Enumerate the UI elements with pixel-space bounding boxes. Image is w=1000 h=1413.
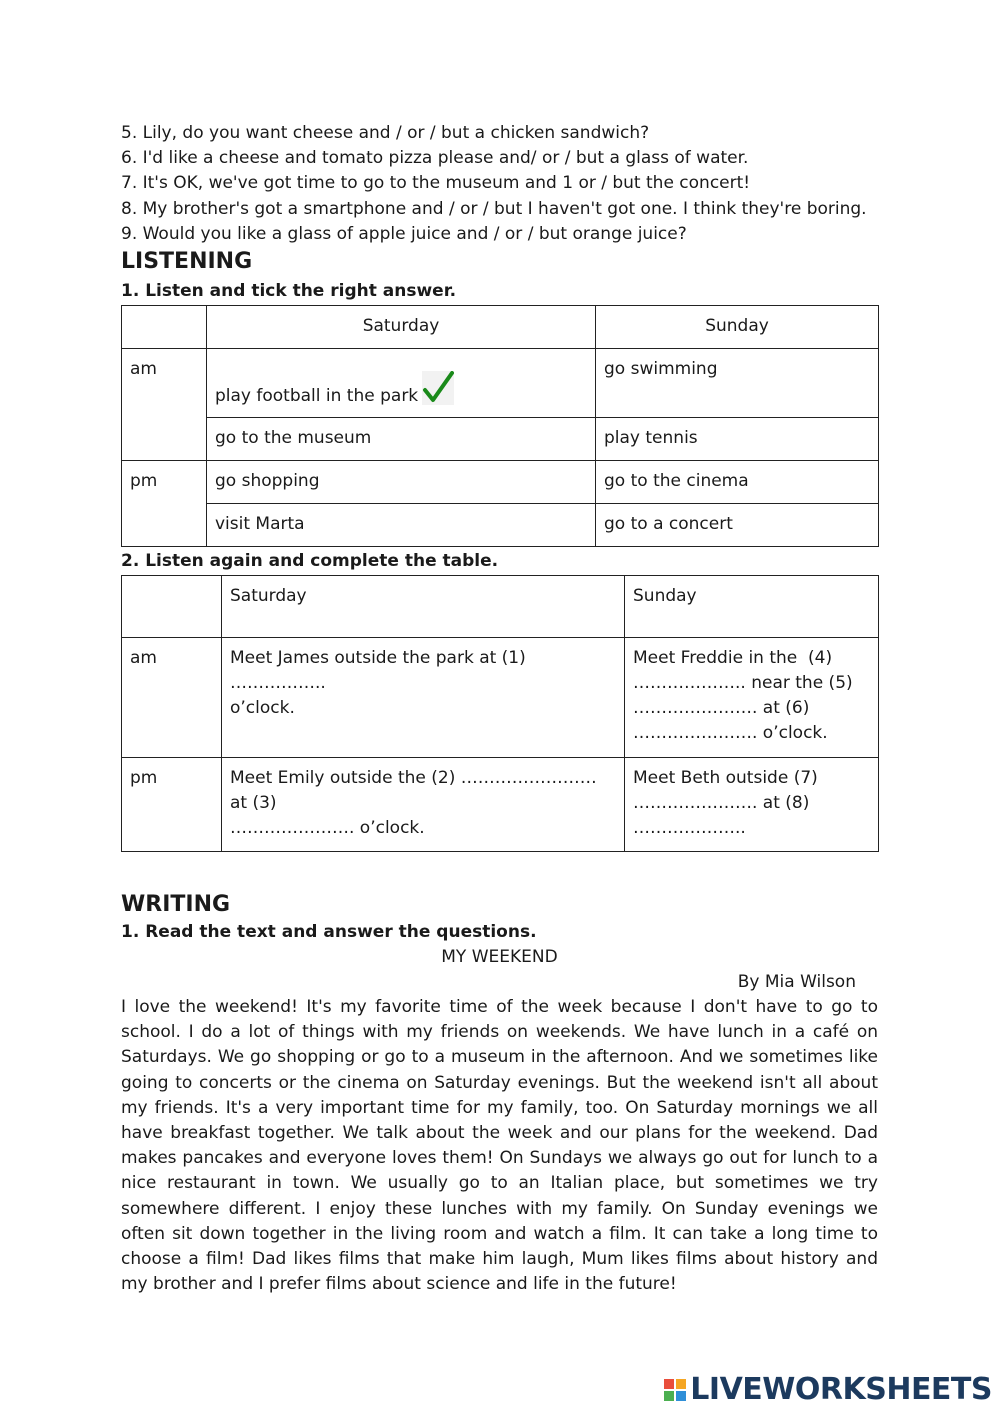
- complete-cell-pm-sunday[interactable]: [625, 758, 879, 852]
- cell-line: …………………. o’clock.: [230, 818, 425, 839]
- complete-table-header-saturday: Saturday: [222, 576, 625, 638]
- tick-table-pm-label: pm: [122, 461, 207, 547]
- listening-task-2: 2. Listen again and complete the table.: [121, 551, 499, 572]
- cell-line: ……………….. near the (5): [633, 673, 853, 694]
- cell-line: o’clock.: [230, 698, 295, 719]
- tick-table: [121, 305, 879, 547]
- activity-label: play football in the park: [215, 386, 419, 407]
- complete-table-pm-label: pm: [122, 758, 222, 852]
- tick-table-am-label: am: [122, 349, 207, 461]
- liveworksheets-logo: [664, 1372, 992, 1407]
- sentence-7: 7. It's OK, we've got time to go to the museum and 1 or / but the concert!: [121, 173, 751, 194]
- listening-task-1: 1. Listen and tick the right answer.: [121, 281, 457, 302]
- story-text: I love the weekend! It's my favorite time of the week because I don't have to go to school. I do a lot of things with my friends on weekends. We have lunch in a café on Saturdays. We go shopping or go to a museum in the afternoon. And we sometimes like going to concerts or the cinema on Saturday evenings. But the weekend isn't all about my friends. It's a very important time for my family, too. On Saturday mornings we all have breakfast together. We talk about the week and our plans for the weekend. Dad makes pancakes and everyone loves them! On Sundays we always go out for lunch to a nice restaurant in town. We usually go to an Italian place, but sometimes we try somewhere different. I enjoy these lunches with my family. On Sunday evenings we often sit down together in the living room and watch a film. It can take a long time to choose a film! Dad likes films that make him laugh, Mum likes films about history and my brother and I prefer films about science and life in the future!: [121, 997, 878, 1295]
- sentence-5: 5. Lily, do you want cheese and / or / but a chicken sandwich?: [121, 123, 650, 143]
- complete-table-am-label: am: [122, 638, 222, 758]
- cell-line: …………………. at (8): [633, 793, 810, 814]
- listening-heading: LISTENING: [121, 249, 253, 275]
- logo-text: LIVEWORKSHEETS: [690, 1372, 992, 1407]
- tick-table-header-sunday: Sunday: [596, 306, 879, 349]
- writing-heading: WRITING: [121, 892, 231, 918]
- complete-cell-am-saturday[interactable]: [222, 638, 625, 758]
- logo-mark-icon: [664, 1379, 686, 1401]
- cell-line: ………………..: [633, 818, 746, 839]
- sentence-9: 9. Would you like a glass of apple juice and / or / but orange juice?: [121, 223, 687, 244]
- cell-line: …………………. o’clock.: [633, 723, 828, 744]
- cell-line: Meet Beth outside (7): [633, 768, 818, 789]
- tick-table-corner: [122, 306, 207, 349]
- tick-cell-sunday-3[interactable]: go to the cinema: [596, 461, 879, 504]
- tick-cell-sunday-4[interactable]: go to a concert: [596, 504, 879, 547]
- tick-cell-saturday-4[interactable]: visit Marta: [207, 504, 596, 547]
- tick-table-header-saturday: Saturday: [207, 306, 596, 349]
- tick-cell-saturday-2[interactable]: go to the museum: [207, 418, 596, 461]
- cell-line: Meet Freddie in the (4): [633, 648, 833, 669]
- complete-table: [121, 575, 879, 852]
- tick-cell-sunday-2[interactable]: play tennis: [596, 418, 879, 461]
- sentence-8: 8. My brother's got a smartphone and / or / but I haven't got one. I think they're boring.: [121, 198, 867, 219]
- tick-cell-sunday-1[interactable]: go swimming: [596, 349, 879, 418]
- story-byline: By Mia Wilson: [737, 972, 856, 993]
- writing-task-1: 1. Read the text and answer the questions.: [121, 922, 537, 943]
- sentence-6: 6. I'd like a cheese and tomato pizza please and/ or / but a glass of water.: [121, 148, 749, 169]
- complete-cell-pm-saturday[interactable]: [222, 758, 625, 852]
- story-title: MY WEEKEND: [441, 947, 558, 968]
- worksheet-page: [121, 121, 878, 1297]
- checkmark-icon[interactable]: [422, 371, 454, 405]
- tick-cell-saturday-1[interactable]: [207, 349, 596, 418]
- complete-table-header-sunday: Sunday: [625, 576, 879, 638]
- sentence-list: [121, 121, 878, 247]
- cell-line: Meet James outside the park at (1) ……………..: [230, 648, 526, 694]
- complete-table-corner: [122, 576, 222, 638]
- complete-cell-am-sunday[interactable]: [625, 638, 879, 758]
- cell-line: Meet Emily outside the (2) …………………… at (3): [230, 768, 597, 814]
- tick-cell-saturday-3[interactable]: go shopping: [207, 461, 596, 504]
- cell-line: …………………. at (6): [633, 698, 810, 719]
